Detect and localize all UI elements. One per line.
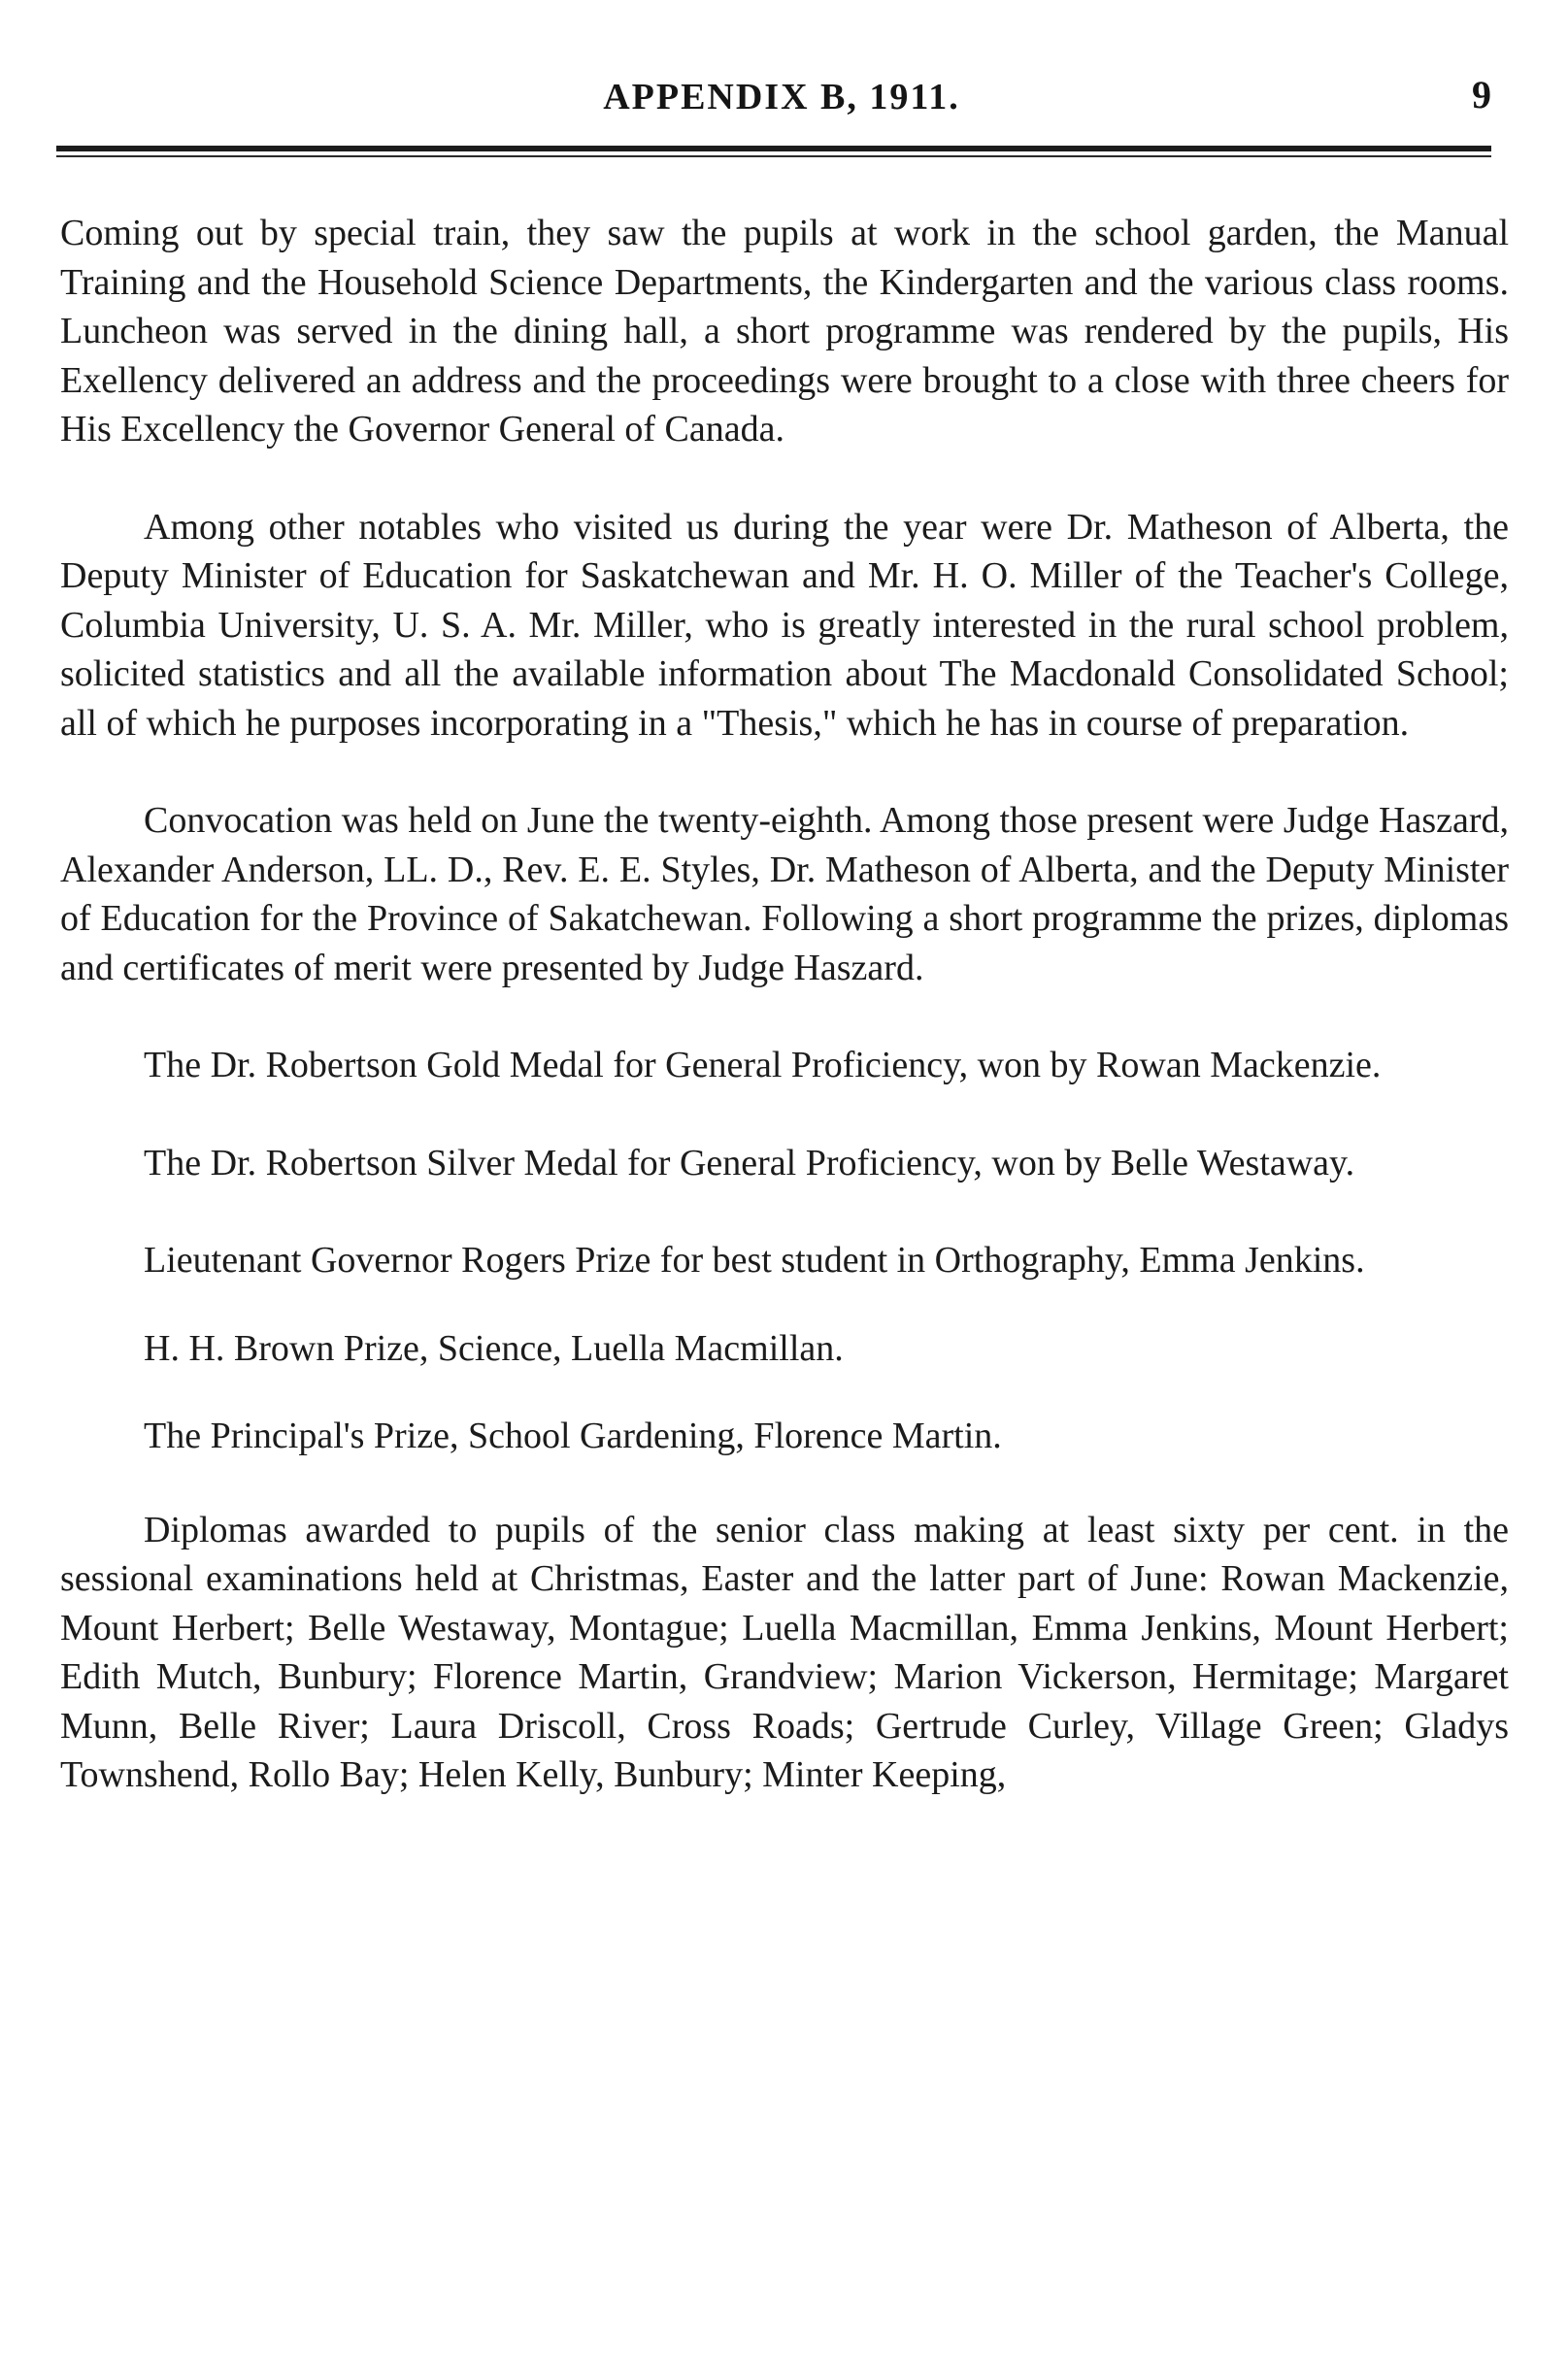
paragraph-silver-medal: The Dr. Robertson Silver Medal for General Proficiency, won by Belle Westaway. — [144, 1142, 1355, 1183]
paragraph-gardening-prize: The Principal's Prize, School Gardening, Florence Martin. — [144, 1416, 1002, 1456]
page-number: 9 — [1472, 73, 1491, 117]
paragraph-notable-visitors: Among other notables who visited us during the year were Dr. Matheson of Alberta, the Deputy Minister of Education for Saskatchewan and Mr. H. O. Miller of the Teacher's College, Columbia University, U. S. A. Mr. Miller, who is greatly interested in the rural school problem, solicited statistics and all the available information about The Macdonald Consolidated School; all of which he purposes incorporating in a "Thesis," which he has in course of preparation. — [60, 506, 1509, 744]
header-rule-thin — [56, 155, 1491, 157]
body-text — [60, 209, 1509, 1800]
paragraph-science-prize: H. H. Brown Prize, Science, Luella Macmillan. — [144, 1327, 844, 1369]
paragraph-visit-description: Coming out by special train, they saw the pupils at work in the school garden, the Manual Training and the Household Science Departments, the Kindergarten and the various class rooms. Luncheon was served in the dining hall, a short programme was rendered by the pupils, His Exellency delivered an address and the proceedings were brought to a close with three cheers for His Excellency the Governor General of Canada. — [60, 213, 1509, 450]
page-header — [58, 73, 1505, 134]
paragraph-orthography-prize: Lieutenant Governor Rogers Prize for best student in Orthography, Emma Jenkins. — [144, 1240, 1365, 1281]
paragraph-diplomas: Diplomas awarded to pupils of the senior class making at least sixty per cent. in the sessional examinations held at Christmas, Easter and the latter part of June: Rowan Mackenzie, Mount Herbert; Belle Westaway, Montague; Luella Macmillan, Emma Jenkins, Mount Herbert; Edith Mutch, Bunbury; Florence Martin, Grandview; Marion Vickerson, Hermitage; Margaret Munn, Belle River; Laura Driscoll, Cross Roads; Gertrude Curley, Village Green; Gladys Townshend, Rollo Bay; Helen Kelly, Bunbury; Minter Keeping, — [60, 1509, 1509, 1795]
paragraph-convocation: Convocation was held on June the twenty-eighth. Among those present were Judge Haszard, Alexander Anderson, LL. D., Rev. E. E. Styles, Dr. Matheson of Alberta, and the Deputy Minister of Education for the Province of Sakatchewan. Following a short programme the prizes, diplomas and certificates of merit were presented by Judge Haszard. — [60, 800, 1509, 988]
header-rule-thick — [56, 146, 1491, 151]
running-title: APPENDIX B, 1911. — [603, 77, 960, 117]
paragraph-gold-medal: The Dr. Robertson Gold Medal for General Proficiency, won by Rowan Mackenzie. — [144, 1045, 1382, 1085]
